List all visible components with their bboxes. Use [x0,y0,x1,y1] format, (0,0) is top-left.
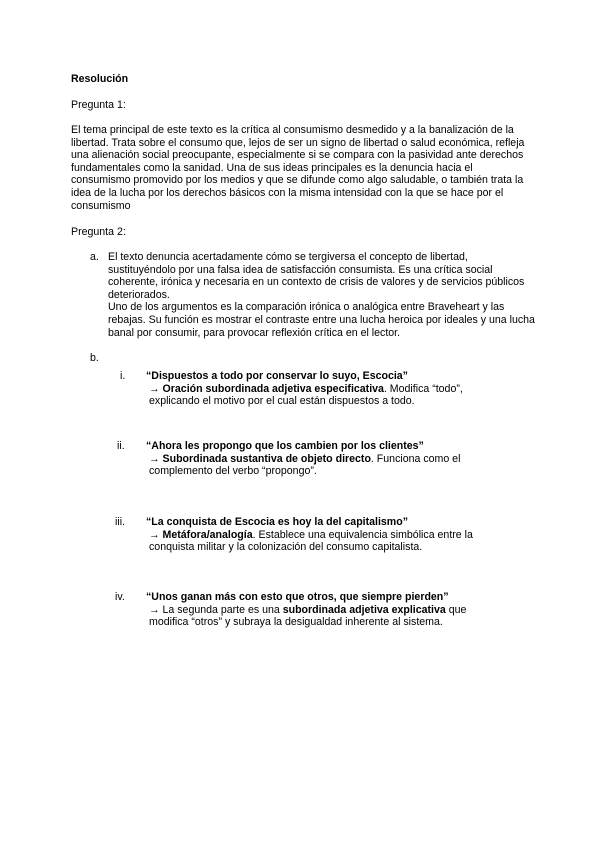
arrow-text: → [149,528,163,541]
analysis-item-3 [146,516,506,554]
answer-a-paragraph-2: Uno de los argumentos es la comparación irónica o analógica entre Braveheart y las rebajas. Su función es mostrar el contraste entre una lucha heroica por ideales y una lucha banal por consumir, para provocar reflexión crítica en el lector. [108,301,535,339]
item-explanation [146,529,506,554]
item-explanation [146,453,506,478]
arrow-text: → La segunda parte es una [149,603,283,616]
item-quote: “Dispuestos a todo por conservar lo suyo, Escocia” [146,370,408,382]
arrow-text: → [149,452,163,465]
item-quote: “Ahora les propongo que los cambien por los clientes” [146,440,424,452]
item-number: iv. [115,591,125,603]
arrow-text: → [149,382,163,395]
question-2-label: Pregunta 2: [71,226,126,238]
item-detail: . Funciona como el complemento del verbo “propongo”. [149,452,461,478]
analysis-item-4 [146,591,506,629]
item-number: iii. [115,516,126,528]
item-detail: . Modifica “todo”, explicando el motivo por el cual están dispuestos a todo. [149,382,463,408]
item-quote: “La conquista de Escocia es hoy la del capitalismo” [146,516,408,528]
item-classification: Oración subordinada adjetiva especificativa [162,382,384,395]
document-title: Resolución [71,73,129,85]
item-number: i. [120,370,126,382]
item-detail: . Establece una equivalencia simbólica entre la conquista militar y la colonización del consumo capitalista. [149,528,473,554]
analysis-item-2 [146,440,506,478]
item-detail: que modifica “otros” y subraya la desigualdad inherente al sistema. [149,603,467,629]
answer-a-paragraph-1: El texto denuncia acertadamente cómo se tergiversa el concepto de libertad, sustituyéndolo por una falsa idea de satisfacción consumista. Es una crítica social coherente, irónica y necesaria en un contexto de crisis de valores y de servicios públicos deteriorados. [108,251,525,301]
list-marker-b: b. [90,352,99,364]
question-1-label: Pregunta 1: [71,99,126,111]
item-quote: “Unos ganan más con esto que otros, que siempre pierden” [146,591,449,603]
analysis-item-1 [146,370,506,408]
item-number: ii. [117,440,125,452]
item-classification: Subordinada sustantiva de objeto directo [162,452,371,465]
question-1-answer: El tema principal de este texto es la crítica al consumismo desmedido y a la banalización de la libertad. Trata sobre el consumo que, lejos de ser un signo de libertad o salud económica, refleja una alienación social preocupante, especialmente si se compara con la pasividad ante derechos fundamentales como la sanidad. Una de sus ideas principales es la denuncia hacia el consumismo promovido por los medios y que se difunde como algo saludable, o también trata la idea de la lucha por los derechos básicos con la misma intensidad con la que se hace por el consumismo [71,124,525,212]
answer-a [108,251,536,339]
list-marker-a: a. [90,251,99,263]
item-explanation [146,604,506,629]
item-explanation [146,383,506,408]
item-classification: Metáfora/analogía [162,528,253,541]
item-classification: subordinada adjetiva explicativa [282,603,446,616]
